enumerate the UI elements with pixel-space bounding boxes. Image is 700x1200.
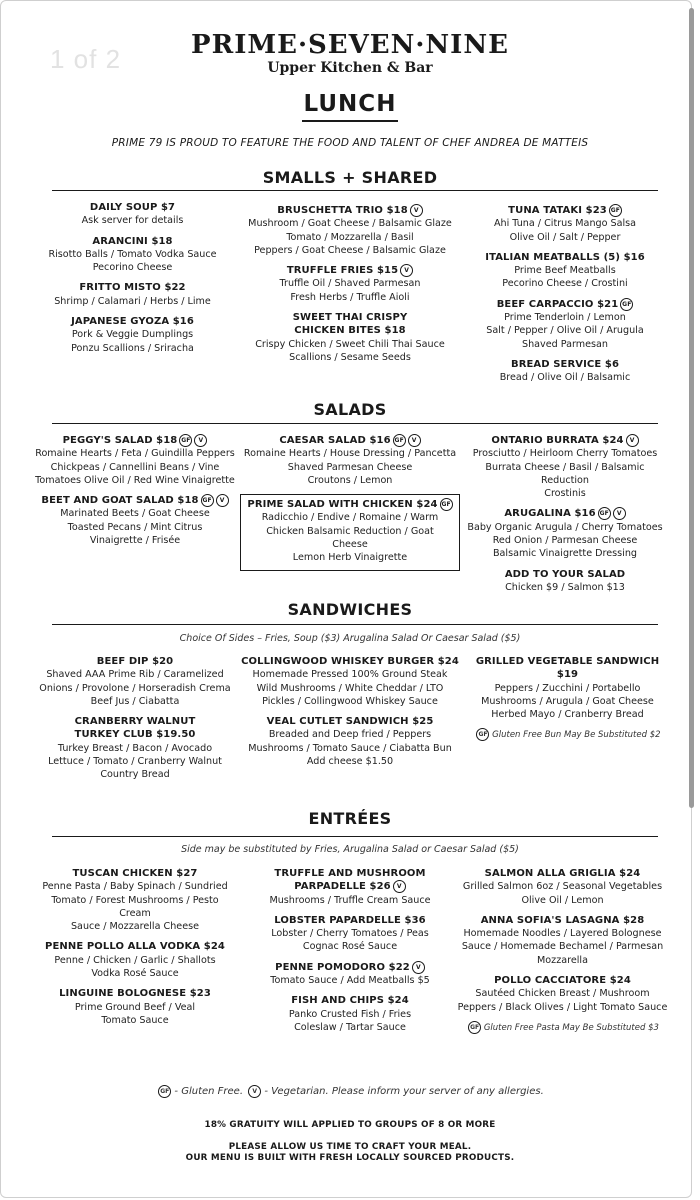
menu-item: POLLO CACCIATORE $24 Sautéed Chicken Breast / Mushroom Peppers / Black Olives / Light Tomato Sauce [457,975,668,1013]
brand-name: PRIME·SEVEN·NINE [191,30,509,60]
gluten-free-icon: GF [393,434,406,447]
menu-item: PENNE POLLO ALLA VODKA $24 Penne / Chicken / Garlic / Shallots Vodka Rosé Sauce [45,941,225,980]
dietary-legend: GF - Gluten Free. V - Vegetarian. Please inform your server of any allergies. [160,1086,544,1097]
smalls-column-2 [240,204,460,371]
sandwiches-column-3 [465,655,670,743]
menu-item: LOBSTER PAPARDELLE $36 Lobster / Cherry Tomatoes / Peas Cognac Rosé Sauce [271,914,429,953]
vegetarian-icon: V [626,434,639,447]
section-title-sandwiches: SANDWICHES [287,600,413,619]
gluten-free-icon: GF [598,507,611,520]
menu-item: SALMON ALLA GRIGLIA $24 Grilled Salmon 6oz / Seasonal Vegetables Olive Oil / Lemon [462,868,663,906]
gluten-free-icon: GF [620,298,633,311]
sandwiches-sides-note: Choice Of Sides – Fries, Soup ($3) Arugalina Salad Or Caesar Salad ($5) [179,633,521,644]
section-title-salads: SALADS [313,400,387,419]
menu-item: ANNA SOFIA'S LASAGNA $28 Homemade Noodles / Layered Bolognese Sauce / Homemade Bechamel / Parmesan Mozzarella [461,914,664,966]
smalls-column-1 [40,201,225,362]
menu-title: LUNCH [0,90,700,122]
menu-item: VEAL CUTLET SANDWICH $25 Breaded and Deep fried / Peppers Mushrooms / Tomato Sauce / Ciabatta Bun Add cheese $1.50 [248,716,452,768]
vegetarian-icon: V [412,961,425,974]
vegetarian-icon: V [408,434,421,447]
entrees-sides-note: Side may be substituted by Fries, Arugalina Salad or Caesar Salad ($5) [181,844,519,855]
salads-column-1 [35,434,235,554]
section-divider [52,190,658,191]
section-divider [52,423,658,424]
gluten-free-icon: GF [158,1085,171,1098]
salads-column-3 [465,434,665,601]
gluten-free-icon: GF [201,494,214,507]
menu-item: CAESAR SALAD $16 GF V Romaine Hearts / House Dressing / Pancetta Shaved Parmesan Cheese Croutons / Lemon [243,435,457,486]
vegetarian-icon: V [194,434,207,447]
sandwiches-column-2 [240,655,460,775]
footer-line-1: PLEASE ALLOW US TIME TO CRAFT YOUR MEAL. [228,1142,472,1152]
menu-item: BEEF CARPACCIO $21 GF Prime Tenderloin / Lemon Salt / Pepper / Olive Oil / Arugula Shaved Parmesan [486,298,644,350]
menu-item: ITALIAN MEATBALLS (5) $16 Prime Beef Meatballs Pecorino Cheese / Crostini [485,251,645,290]
menu-item: COLLINGWOOD WHISKEY BURGER $24 Homemade Pressed 100% Ground Steak Wild Mushrooms / White Cheddar / LTO Pickles / Collingwood Whiskey Sauce [241,656,459,707]
vegetarian-icon: V [410,204,423,217]
brand-logo [0,30,700,76]
section-divider [52,624,658,625]
menu-item: TRUFFLE AND MUSHROOM PARPADELLE $26 V Mushrooms / Truffle Cream Sauce [269,868,431,906]
entrees-column-2 [240,867,460,1041]
section-title-entrees: ENTRÉES [308,809,392,828]
menu-item: ONTARIO BURRATA $24 V Prosciutto / Heirloom Cherry Tomatoes Burrata Cheese / Basil / Balsamic Reduction Crostinis [472,435,658,500]
vegetarian-icon: V [613,507,626,520]
menu-item: TUNA TATAKI $23 GF Ahi Tuna / Citrus Mango Salsa Olive Oil / Salt / Pepper [493,205,637,243]
menu-item: BEEF DIP $20 Shaved AAA Prime Rib / Caramelized Onions / Provolone / Horseradish Crema Beef Jus / Ciabatta [39,656,231,707]
gluten-free-icon: GF [609,204,622,217]
sandwiches-column-1 [35,655,235,789]
vegetarian-icon: V [216,494,229,507]
brand-subtitle: Upper Kitchen & Bar [267,60,433,76]
menu-item: LINGUINE BOLOGNESE $23 Prime Ground Beef / Veal Tomato Sauce [59,988,211,1026]
menu-item: JAPANESE GYOZA $16 Pork & Veggie Dumplings Ponzu Scallions / Sriracha [71,316,194,354]
menu-item: TRUFFLE FRIES $15 V Truffle Oil / Shaved Parmesan Fresh Herbs / Truffle Aioli [279,265,421,303]
section-title-smalls: SMALLS + SHARED [262,168,438,187]
menu-item: DAILY SOUP $7 Ask server for details [81,202,184,227]
menu-item: CRANBERRY WALNUT TURKEY CLUB $19.50 Turkey Breast / Bacon / Avocado Lettuce / Tomato / Cranberry Walnut Country Bread [48,716,222,781]
menu-item: BEET AND GOAT SALAD $18 GF V Marinated Beets / Goat Cheese Toasted Pecans / Mint Citrus Vinaigrette / Frisée [35,494,235,547]
menu-item: ARANCINI $18 Risotto Balls / Tomato Vodka Sauce Pecorino Cheese [48,235,217,274]
gluten-free-icon: GF [179,434,192,447]
menu-item: FISH AND CHIPS $24 Panko Crusted Fish / Fries Coleslaw / Tartar Sauce [288,995,412,1033]
menu-item: ARUGALINA $16 GF V Baby Organic Arugula / Cherry Tomatoes Red Onion / Parmesan Cheese Balsamic Vinaigrette Dressing [467,508,663,560]
gluten-free-pasta-note: GF Gluten Free Pasta May Be Substituted $3 [470,1022,659,1033]
menu-item: PENNE POMODORO $22 V Tomato Sauce / Add Meatballs $5 [270,961,430,987]
gluten-free-icon: GF [440,498,453,511]
vegetarian-icon: V [393,880,406,893]
menu-item: BREAD SERVICE $6 Bread / Olive Oil / Balsamic [499,358,631,384]
entrees-column-3 [455,867,670,1035]
gluten-free-icon: GF [468,1021,481,1034]
menu-item: SWEET THAI CRISPY CHICKEN BITES $18 Crispy Chicken / Sweet Chili Thai Sauce Scallions / Sesame Seeds [255,312,445,363]
page-indicator: 1 of 2 [50,44,122,74]
menu-item: FRITTO MISTO $22 Shrimp / Calamari / Herbs / Lime [54,282,211,307]
vegetarian-icon: V [400,264,413,277]
smalls-column-3 [470,204,660,392]
menu-item: ADD TO YOUR SALAD Chicken $9 / Salmon $13 [504,568,626,593]
menu-item: BRUSCHETTA TRIO $18 V Mushroom / Goat Cheese / Balsamic Glaze Tomato / Mozzarella / Basil Peppers / Goat Cheese / Balsamic Glaze [248,205,452,256]
tagline: PRIME 79 IS PROUD TO FEATURE THE FOOD AND TALENT OF CHEF ANDREA DE MATTEIS [111,137,589,149]
section-divider [52,836,658,837]
menu-item: TUSCAN CHICKEN $27 Penne Pasta / Baby Spinach / Sundried Tomato / Forest Mushrooms / Pesto Cream Sauce / Mozzarella Cheese [42,868,228,933]
featured-menu-item: PRIME SALAD WITH CHICKEN $24 GF Radicchio / Endive / Romaine / Warm Chicken Balsamic Reduction / Goat Cheese Lemon Herb Vinaigrette [240,494,460,570]
menu-item: PEGGY'S SALAD $18 GF V Romaine Hearts / Feta / Guindilla Peppers Chickpeas / Cannellini Beans / Vine Tomatoes Olive Oil / Red Wine Vinaigrette [35,435,235,486]
vegetarian-icon: V [248,1085,261,1098]
gratuity-notice: 18% GRATUITY WILL APPLIED TO GROUPS OF 8 OR MORE [204,1120,496,1130]
footer-line-2: OUR MENU IS BUILT WITH FRESH LOCALLY SOURCED PRODUCTS. [185,1153,515,1163]
menu-item: GRILLED VEGETABLE SANDWICH $19 Peppers / Zucchini / Portabello Mushrooms / Arugula / Goat Cheese Herbed Mayo / Cranberry Bread [475,656,660,721]
salads-column-2 [240,434,460,578]
gluten-free-bun-note: GF Gluten Free Bun May Be Substituted $2 [478,730,661,741]
gluten-free-icon: GF [476,728,489,741]
entrees-column-1 [35,867,235,1034]
